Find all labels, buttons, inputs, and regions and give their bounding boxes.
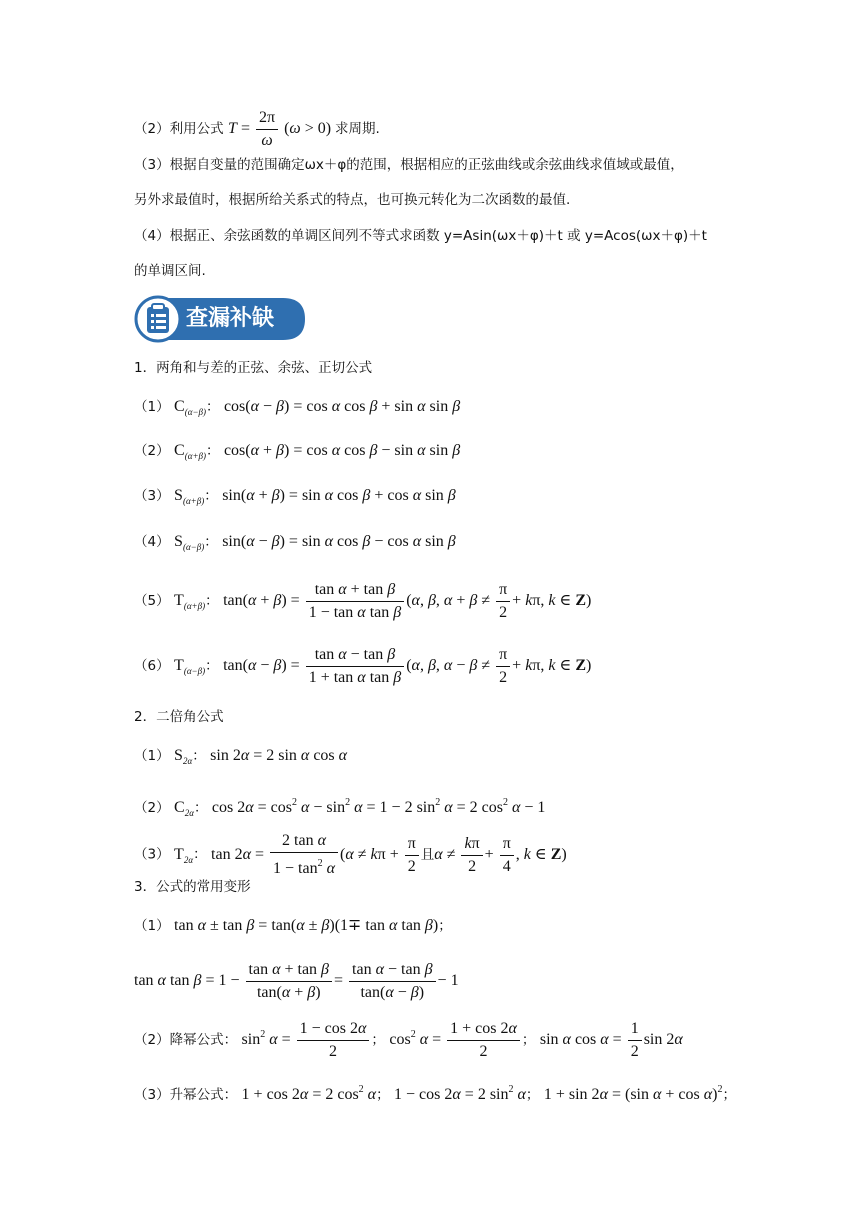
formula-c-plus: （2） $C_{(\alpha+\beta)}$： cos(α + β) = cos α cos β − sin α sin β [134, 442, 461, 461]
intro-item-2-prefix: （2）利用公式 [134, 121, 224, 138]
intro-item-3-line-1: （3）根据自变量的范围确定ωx＋φ的范围，根据相应的正弦曲线或余弦曲线求值域或最值， [134, 157, 684, 173]
banner-title: 查漏补缺 [186, 306, 275, 331]
formula-t-minus: （6） $T_{(\alpha-\beta)}$： tan(α − β) = $\frac{\text{tan α − tan β}}{\text{1 + tan α tan β}}$ (α, β, α − β ≠ $\frac{\pi}{2}$ + kπ, k ∈ Z) [134, 646, 592, 686]
formula-power-raising: （3）升幂公式： 1 + cos 2α = 2 $\cos^2 \alpha$； 1 − cos 2α = 2 $\sin^2 \alpha$； 1 + sin 2α = (sin α + cos α)$^2$； [134, 1084, 736, 1103]
intro-item-4-line-2: 的单调区间. [134, 263, 206, 279]
formula-s-minus: （4） $S_{(\alpha-\beta)}$： sin(α − β) = sin α cos β − cos α sin β [134, 533, 456, 552]
clipboard-icon [147, 304, 169, 333]
formula-t-plus: （5） $T_{(\alpha+\beta)}$： tan(α + β) = $\frac{\text{tan α + tan β}}{\text{1 − tan α tan β}}$ (α, β, α + β ≠ $\frac{\pi}{2}$ + kπ, k ∈ Z) [134, 581, 592, 621]
section-2-heading: 2．二倍角公式 [134, 709, 224, 725]
formula-cos-double: （2） $C_{2\alpha}$： $\cos 2\alpha = \cos^2 \alpha - \sin^2 \alpha = 1 - 2$ $\sin^2 \alpha = 2$ $\cos^2 \alpha - 1$ [134, 797, 546, 818]
section-1-heading: 1．两角和与差的正弦、余弦、正切公式 [134, 360, 373, 376]
intro-item-2-suffix: 求周期. [335, 121, 380, 138]
formula-tan-sum-variant: （1） tan α ± tan β = tan(α ± β)(1∓ tan α tan β)； [134, 917, 452, 934]
formula-c-minus: （1） $C_{(\alpha-\beta)}$： cos(α − β) = cos α cos β + sin α sin β [134, 398, 461, 417]
formula-tan-product-variant: tan α tan β = 1 − $\frac{\text{tan α + tan β}}{\tan(\alpha + \beta)}$ = $\frac{\text{tan α − tan β}}{\tan(\alpha - \beta)}$ − 1 [134, 961, 459, 1001]
period-formula: T = $\frac{2\pi}{\omega}$ (ω > 0) [228, 109, 336, 149]
formula-tan-double: （3） $T_{2\alpha}$： tan 2α = $\frac{\text{2 tan α}}{1 - \tan^2 \alpha}$ (α ≠ kπ + $\frac{\pi}{2}$ 且α ≠ $\frac{k\pi}{2}$ + $\frac{\pi}{4}$ , k ∈ Z) [134, 832, 567, 877]
intro-item-2 [134, 108, 380, 151]
section-3-heading: 3．公式的常用变形 [134, 879, 251, 895]
formula-s-plus: （3） $S_{(\alpha+\beta)}$： sin(α + β) = sin α cos β + cos α sin β [134, 487, 456, 506]
and-word: 且 [420, 846, 435, 863]
intro-item-3-line-2: 另外求最值时，根据所给关系式的特点，也可换元转化为二次函数的最值. [134, 192, 571, 208]
intro-item-4-line-1: （4）根据正、余弦函数的单调区间列不等式求函数 y=Asin(ωx＋φ)＋t 或 y=Acos(ωx＋φ)＋t [134, 228, 707, 244]
section-banner [133, 294, 307, 344]
formula-power-reduction: （2）降幂公式： $\sin^2 \alpha$ = $\frac{1 - \cos 2\alpha}{2}$ ； $\cos^2 \alpha$ = $\frac{1 + \cos 2\alpha}{2}$ ； sin α cos α = $\frac{1}{2}$ sin 2α [134, 1020, 683, 1060]
formula-sin-double: （1） $S_{2\alpha}$： sin 2α = 2 sin α cos α [134, 747, 348, 766]
